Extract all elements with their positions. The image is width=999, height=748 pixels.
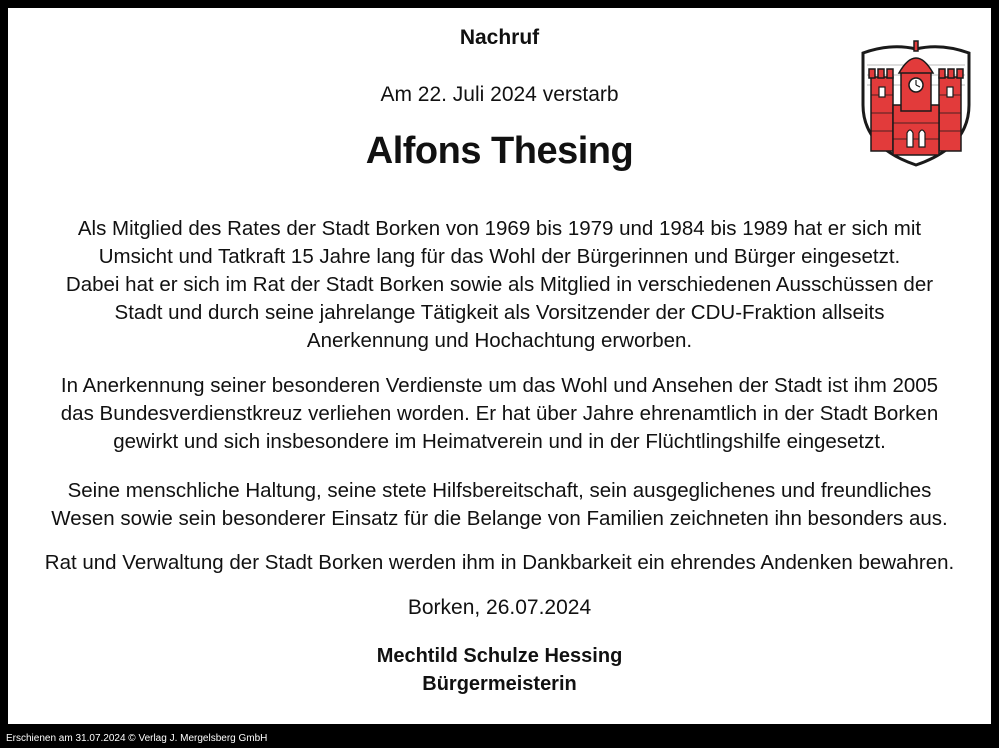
death-date-line: Am 22. Juli 2024 verstarb [380, 83, 619, 106]
paragraph-line: Wesen sowie sein besonderer Einsatz für die Belange von Familien zeichneten ihn besonders aus. [51, 507, 948, 530]
paragraph-line: Rat und Verwaltung der Stadt Borken werden ihm in Dankbarkeit ein ehrendes Andenken bewahren. [44, 551, 955, 574]
notice-heading: Nachruf [459, 26, 540, 49]
paragraph-line: gewirkt und sich insbesondere im Heimatverein und in der Flüchtlingshilfe eingesetzt. [113, 430, 886, 453]
paragraph-line: Stadt und durch seine jahrelange Tätigkeit als Vorsitzender der CDU-Fraktion allseits [114, 301, 885, 324]
paragraph-line: Umsicht und Tatkraft 15 Jahre lang für das Wohl der Bürgerinnen und Bürger eingesetzt. [98, 245, 901, 268]
signer-name: Mechtild Schulze Hessing [376, 645, 623, 667]
paragraph-line: Seine menschliche Haltung, seine stete Hilfsbereitschaft, sein ausgeglichenes und freundliches [67, 479, 932, 502]
paragraph-line: Dabei hat er sich im Rat der Stadt Borken sowie als Mitglied in verschiedenen Ausschüssen der [65, 273, 934, 296]
signer-title: Bürgermeisterin [422, 673, 577, 695]
deceased-name: Alfons Thesing [365, 130, 634, 172]
paragraph-line: Anerkennung und Hochachtung erworben. [306, 329, 693, 352]
paragraph-line: In Anerkennung seiner besonderen Verdienste um das Wohl und Ansehen der Stadt ist ihm 2005 [60, 374, 939, 397]
publication-credit: Erschienen am 31.07.2024 © Verlag J. Mergelsberg GmbH [6, 733, 268, 744]
obituary-notice [8, 8, 991, 724]
place-and-date: Borken, 26.07.2024 [407, 596, 592, 619]
paragraph-line: das Bundesverdienstkreuz verliehen worden. Er hat über Jahre ehrenamtlich in der Stadt Borken [60, 402, 939, 425]
paragraph-line: Als Mitglied des Rates der Stadt Borken von 1969 bis 1979 und 1984 bis 1989 hat er sich mit [77, 217, 922, 240]
